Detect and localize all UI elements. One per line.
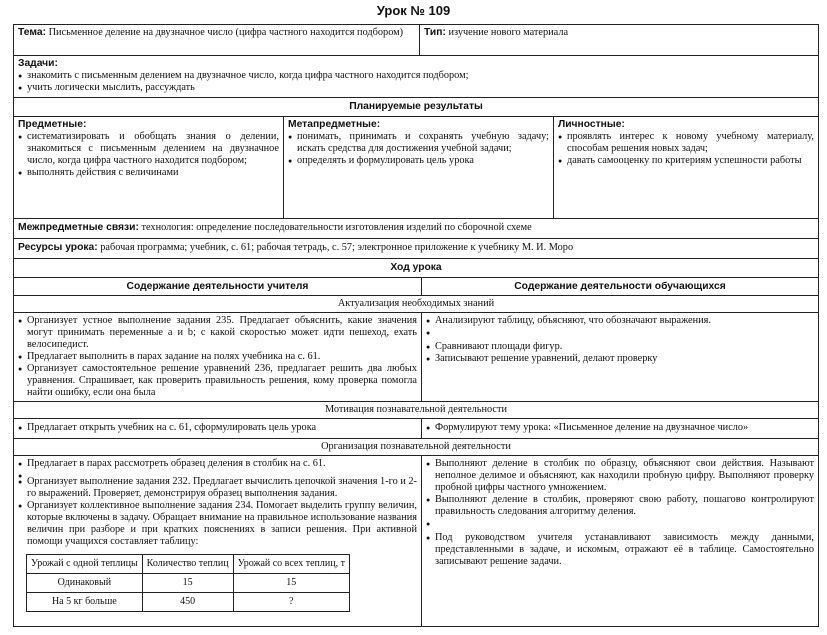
list-item: ● Организует коллективное выполнение задания 234. Помогает выделить группу величин, которые включены в задачу. Обращает внимание на правильное использование названия величин при разборе и при кратких пояснениях в записи решения. При активной помощи учащихся составляет таблицу: bbox=[18, 500, 417, 548]
list-item: ● Выполняют деление в столбик, проверяют свою работу, пошагово контролируют правильность следования алгоритму деления. bbox=[426, 494, 814, 518]
stage-content-row bbox=[14, 313, 818, 402]
meta-results-label: Метапредметные: bbox=[288, 119, 381, 130]
list-item: ● давать самооценку по критериям успешности работы bbox=[558, 155, 814, 167]
stage-content-row bbox=[14, 419, 818, 439]
list-item: ● учить логически мыслить, рассуждать bbox=[18, 82, 814, 94]
student-activity-cell bbox=[422, 456, 818, 626]
table-cell: 15 bbox=[142, 574, 233, 593]
tasks-cell bbox=[14, 56, 818, 97]
stage-title: Мотивация познавательной деятельности bbox=[325, 404, 507, 415]
list-item: ● знакомить с письменным делением на двузначное число, когда цифра частного находится подбором; bbox=[18, 70, 814, 82]
teacher-activity-list bbox=[18, 315, 417, 399]
interdisciplinary-cell bbox=[14, 219, 818, 238]
tasks-row bbox=[14, 56, 818, 98]
table-header-row bbox=[27, 555, 350, 574]
topic-row bbox=[14, 25, 818, 56]
list-item: ● определять и формулировать цель урока bbox=[288, 155, 549, 167]
meta-results-cell bbox=[284, 117, 554, 218]
planned-results-row bbox=[14, 117, 818, 219]
list-item: ● Выполняют деление в столбик по образцу, объясняют свои действия. Называют неполное делимое и объясняют, как находили пробную цифру. Выполняют проверку пробной цифры частного умножением. bbox=[426, 458, 814, 494]
list-item: ● Записывают решение уравнений, делают проверку bbox=[426, 353, 814, 365]
table-header-cell: Количество теплиц bbox=[142, 555, 233, 574]
student-activity-list bbox=[426, 458, 814, 568]
course-columns-header-row bbox=[14, 278, 818, 296]
list-item: ● Формулируют тему урока: «Письменное деление на двузначное число» bbox=[426, 422, 814, 434]
teacher-activity-list bbox=[18, 422, 417, 434]
type-text: изучение нового материала bbox=[448, 27, 569, 38]
table-cell: Одинаковый bbox=[27, 574, 143, 593]
resources-label: Ресурсы урока: bbox=[18, 242, 98, 253]
list-item: ● Сравнивают площади фигур. bbox=[426, 341, 814, 353]
subject-results-label: Предметные: bbox=[18, 119, 87, 130]
stage-title-row bbox=[14, 402, 818, 419]
spacer bbox=[426, 518, 814, 532]
yield-table bbox=[26, 554, 350, 612]
resources-row bbox=[14, 239, 818, 259]
list-item: ● понимать, принимать и сохранять учебную задачу; искать средства для достижения учебной задачи; bbox=[288, 131, 549, 155]
list-item: ● Предлагает открыть учебник на с. 61, сформулировать цель урока bbox=[18, 422, 417, 434]
list-item: ● выполнять действия с величинами bbox=[18, 167, 279, 179]
lesson-plan-table bbox=[13, 24, 819, 627]
stage-title-row bbox=[14, 296, 818, 313]
personal-results-list bbox=[558, 131, 814, 167]
personal-results-cell bbox=[554, 117, 818, 218]
course-header-row bbox=[14, 259, 818, 278]
list-item: ● Организует устное выполнение задания 235. Предлагает объяснить, какие значения могут принимать переменные a и b; с какой скоростью может идти пешеход, ехать велосипедист. bbox=[18, 315, 417, 351]
table-cell: 450 bbox=[142, 593, 233, 612]
stage-title: Организация познавательной деятельности bbox=[321, 441, 511, 452]
table-cell: ? bbox=[233, 593, 349, 612]
teacher-column-header: Содержание деятельности учителя bbox=[14, 278, 422, 295]
teacher-activity-list bbox=[18, 458, 417, 548]
personal-results-label: Личностные: bbox=[558, 119, 625, 130]
interdisciplinary-row bbox=[14, 219, 818, 239]
list-item: ● Анализируют таблицу, объясняют, что обозначают выражения. bbox=[426, 315, 814, 327]
topic-label: Тема: bbox=[18, 27, 47, 38]
planned-results-header: Планируемые результаты bbox=[349, 101, 483, 112]
table-header-cell: Урожай с одной теплицы bbox=[27, 555, 143, 574]
stage-content-row bbox=[14, 456, 818, 626]
meta-results-list bbox=[288, 131, 549, 167]
stage-title-row bbox=[14, 439, 818, 456]
student-activity-list bbox=[426, 422, 814, 434]
table-header-cell: Урожай со всех теплиц, т bbox=[233, 555, 349, 574]
planned-results-header-row bbox=[14, 98, 818, 117]
topic-cell bbox=[14, 25, 420, 55]
topic-text: Письменное деление на двузначное число (цифра частного находится подбором) bbox=[48, 27, 404, 38]
interdisciplinary-text: технология: определение последовательности изготовления изделий по сборочной схеме bbox=[141, 222, 532, 233]
teacher-activity-cell bbox=[14, 419, 422, 438]
table-cell: 15 bbox=[233, 574, 349, 593]
resources-text: рабочая программа; учебник, с. 61; рабочая тетрадь, с. 57; электронное приложение к учебнику М. И. Моро bbox=[100, 242, 574, 253]
tasks-label: Задачи: bbox=[18, 58, 58, 69]
list-item: ● систематизировать и обобщать знания о делении, знакомиться с письменным делением на двузначное число, когда цифра частного находится подбором; bbox=[18, 131, 279, 167]
teacher-activity-cell bbox=[14, 456, 422, 626]
interdisciplinary-label: Межпредметные связи: bbox=[18, 222, 139, 233]
type-cell bbox=[420, 25, 818, 55]
stage-title: Актуализация необходимых знаний bbox=[337, 298, 495, 309]
table-row bbox=[27, 574, 350, 593]
list-item: ● проявлять интерес к новому учебному материалу, способам решения новых задач; bbox=[558, 131, 814, 155]
teacher-activity-cell bbox=[14, 313, 422, 401]
resources-cell bbox=[14, 239, 818, 258]
list-item: ● Организует самостоятельное решение уравнений 236, предлагает решить два любых уравнения. Спрашивает, как проверить правильность решения, кому проверка помогла найти ошибку, если она была bbox=[18, 363, 417, 399]
course-header: Ход урока bbox=[390, 262, 442, 273]
type-label: Тип: bbox=[424, 27, 446, 38]
yield-table-wrap bbox=[18, 554, 417, 610]
page-title: Урок № 109 bbox=[376, 3, 451, 18]
student-activity-list bbox=[426, 315, 814, 365]
list-item: ● Предлагает выполнить в парах задание на полях учебника на с. 61. bbox=[18, 351, 417, 363]
list-item: ● Организует выполнение задания 232. Предлагает вычислить цепочкой значения 1-го и 2-го выражений. Проверяет, демонстрируя образец выполнения задания. bbox=[18, 476, 417, 500]
subject-results-cell bbox=[14, 117, 284, 218]
spacer bbox=[426, 327, 814, 341]
list-item: ● Под руководством учителя устанавливают зависимость между данными, представленными в задаче, и искомым, отражают её в таблице. Самостоятельно записывают решение задачи. bbox=[426, 532, 814, 568]
student-column-header: Содержание деятельности обучающихся bbox=[514, 281, 726, 292]
table-cell: На 5 кг больше bbox=[27, 593, 143, 612]
subject-results-list bbox=[18, 131, 279, 179]
student-activity-cell bbox=[422, 313, 818, 401]
list-item: ● Предлагает в парах рассмотреть образец деления в столбик на с. 61. bbox=[18, 458, 417, 470]
student-activity-cell bbox=[422, 419, 818, 438]
table-row bbox=[27, 593, 350, 612]
tasks-list bbox=[18, 70, 814, 94]
